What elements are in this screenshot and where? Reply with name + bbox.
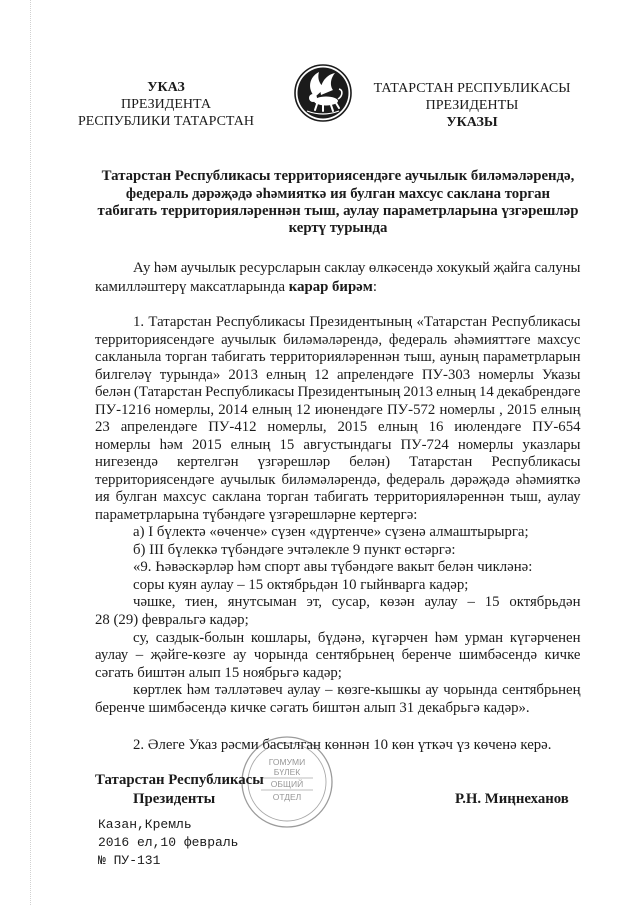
item-1-line: нигезендә кертелгән үзгәрешләр белән) Татарстан Республикасы — [95, 454, 581, 470]
preamble-line: Ау һәм аучылык ресурсларын саклау өлкәсендә хокукый җайга салуны — [133, 260, 581, 276]
header-left-line: РЕСПУБЛИКИ ТАТАРСТАН — [77, 114, 254, 129]
item-1-line: билгеләү турында» 2013 елның 12 апрелендәге ПУ-303 номерлы Указы — [95, 367, 581, 383]
stamp-text: ОТДЕЛ — [272, 792, 302, 802]
item-1-line: белән (Татарстан Республикасы Президентының 2013 елның 14 декабрендәге — [95, 384, 581, 400]
stamp-text: ГОМУМИ — [268, 757, 306, 767]
clause-9-line: чәшке, тиен, янутсыман эт, сусар, көзән аулау – 15 октябрьдән — [133, 594, 581, 610]
issue-place: Казан,Кремль — [98, 817, 192, 832]
clause-9-line: «9. Һәвәскәрләр һәм спорт авы түбәндәге вакыт белән чикләнә: — [133, 559, 533, 575]
subitem-a-line: а) I бүлектә «өченче» сүзен «дүртенче» сүзенә алмаштырырга; — [133, 524, 529, 540]
item-1-line: сакланыла торган табигать территорияләреннән тыш, ауның параметрларын — [95, 349, 581, 365]
item-1-line: параметрларына түбәндәге үзгәрешләрне кертергә: — [95, 507, 418, 523]
signatory-position: Президенты — [133, 791, 216, 807]
header-left-line: ПРЕЗИДЕНТА — [121, 97, 211, 112]
tatarstan-coat-of-arms-icon — [293, 63, 353, 123]
decree-title-line: табигать территорияләреннән тыш, аулау параметрларына үзгәрешләр — [97, 203, 579, 219]
header-left-title: УКАЗ — [147, 80, 185, 95]
clause-9-line: беренче шимбәсендә кичке сәгать биштән алып 31 декабрьгә кадәр». — [95, 700, 530, 716]
item-1-line: ПУ-1216 номерлы, 2014 елның 12 июнендәге ПУ-572 номерлы , 2015 елның — [95, 402, 581, 418]
issue-date: 2016 ел,10 февраль — [98, 835, 239, 850]
header-right-title: УКАЗЫ — [446, 115, 498, 130]
preamble-text: : — [372, 279, 377, 295]
item-2-line: 2. Әлеге Указ рәсми басылган көннән 10 көн үткәч үз көченә керә. — [133, 737, 552, 753]
decree-title-line: кертү турында — [288, 220, 388, 236]
item-1-line: территориясендәге аучылык биләмәләрендә, федераль әһәмияттәге махсус — [95, 332, 581, 348]
item-1-line: 23 апрелендәге ПУ-412 номерлы, 2015 елның 16 июлендәге ПУ-654 — [95, 419, 581, 435]
signatory-name: Р.Н. Миңнеханов — [455, 791, 569, 807]
header-right-line: ПРЕЗИДЕНТЫ — [425, 98, 519, 113]
signatory-position: Татарстан Республикасы — [95, 772, 264, 788]
item-1-line: номерлы һәм 2015 елның 15 августындагы ПУ-724 номерлы указлары — [95, 437, 581, 453]
stamp-text: БҮЛЕК — [273, 767, 301, 777]
subitem-b-line: б) III бүлеккә түбәндәге эчтәлекле 9 пункт өстәргә: — [133, 542, 456, 558]
decree-title-line: Татарстан Республикасы территориясендәге аучылык биләмәләрендә, — [101, 168, 575, 184]
scan-edge-line — [30, 0, 31, 905]
clause-9-line: көртлек һәм тәлләтәвеч аулау – көзге-кышкы ау чорында сентябрьнең — [133, 682, 581, 698]
stamp-text: ОБЩИЙ — [270, 779, 304, 789]
item-1-line: территориясендәге аучылык биләмәләрендә, федераль дәрәҗәдә әһәмияткә — [95, 472, 581, 488]
item-1-line: ия булган махсус саклана торган табигать территорияләреннән тыш, аулау — [95, 489, 581, 505]
header-right-line: ТАТАРСТАН РЕСПУБЛИКАСЫ — [373, 81, 571, 96]
preamble-text: камилләштерү максатларында — [95, 279, 289, 295]
decision-phrase: карар бирәм — [288, 279, 373, 295]
clause-9-line: соры куян аулау – 15 октябрьдән 10 гыйнварга кадәр; — [133, 577, 469, 593]
clause-9-line: сәгать биштән алып 15 ноябрьгә кадәр; — [95, 665, 342, 681]
preamble-line — [95, 278, 581, 296]
item-1-line: 1. Татарстан Республикасы Президентының «Татарстан Республикасы — [133, 314, 581, 330]
clause-9-line: су, саздык-болын кошлары, бүдәнә, күгәрчен һәм урман күгәрченен — [133, 630, 581, 646]
decree-title-line: федераль дәрәҗәдә әһәмияткә ия булган махсус саклана торган — [125, 186, 551, 202]
clause-9-line: 28 (29) февральгә кадәр; — [95, 612, 249, 628]
decree-number: № ПУ-131 — [98, 853, 161, 868]
clause-9-line: аулау – җәйге-көзге ау чорында сентябрьнең беренче шимбәсендә кичке — [95, 647, 581, 663]
